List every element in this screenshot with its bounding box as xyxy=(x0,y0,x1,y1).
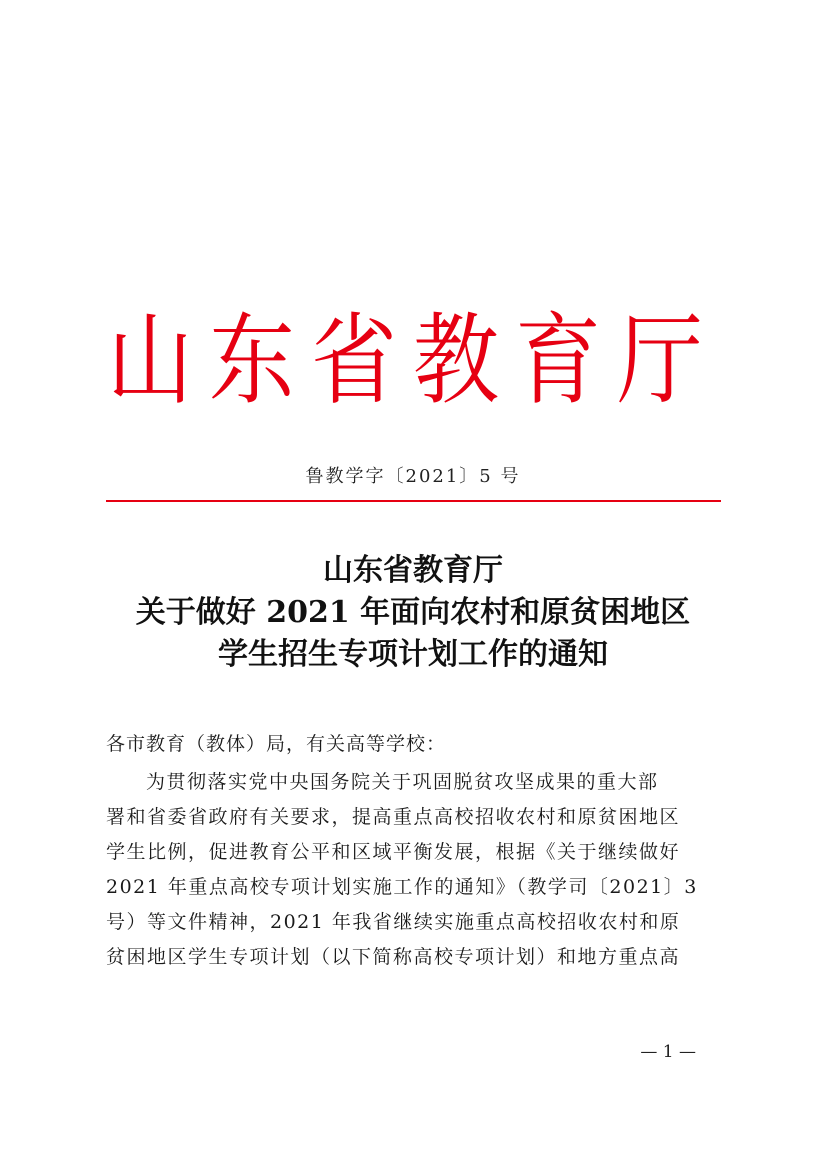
body-line: 为贯彻落实党中央国务院关于巩固脱贫攻坚成果的重大部 xyxy=(146,771,659,793)
title-line-2: 关于做好 2021 年面向农村和原贫困地区 xyxy=(135,595,691,630)
document-title xyxy=(60,550,766,676)
body-line: 号）等文件精神，2021 年我省继续实施重点高校招收农村和原 xyxy=(106,911,681,933)
document-number: 鲁教学字〔2021〕5 号 xyxy=(305,466,521,487)
red-divider-line xyxy=(106,500,721,502)
salutation: 各市教育（教体）局，有关高等学校： xyxy=(106,733,447,755)
issuer-name: 山东省教育厅 xyxy=(107,303,719,419)
body-line: 署和省委省政府有关要求，提高重点高校招收农村和原贫困地区 xyxy=(106,806,681,828)
page-number: — 1 — xyxy=(640,1042,696,1062)
body-line: 贫困地区学生专项计划（以下简称高校专项计划）和地方重点高 xyxy=(106,946,681,968)
title-line-1: 山东省教育厅 xyxy=(323,553,503,588)
title-line-3: 学生招生专项计划工作的通知 xyxy=(218,637,608,672)
body-line: 学生比例，促进教育公平和区域平衡发展，根据《关于继续做好 xyxy=(106,841,681,863)
body-line: 2021 年重点高校专项计划实施工作的通知》（教学司〔2021〕3 xyxy=(106,876,698,898)
body-text xyxy=(106,765,722,975)
